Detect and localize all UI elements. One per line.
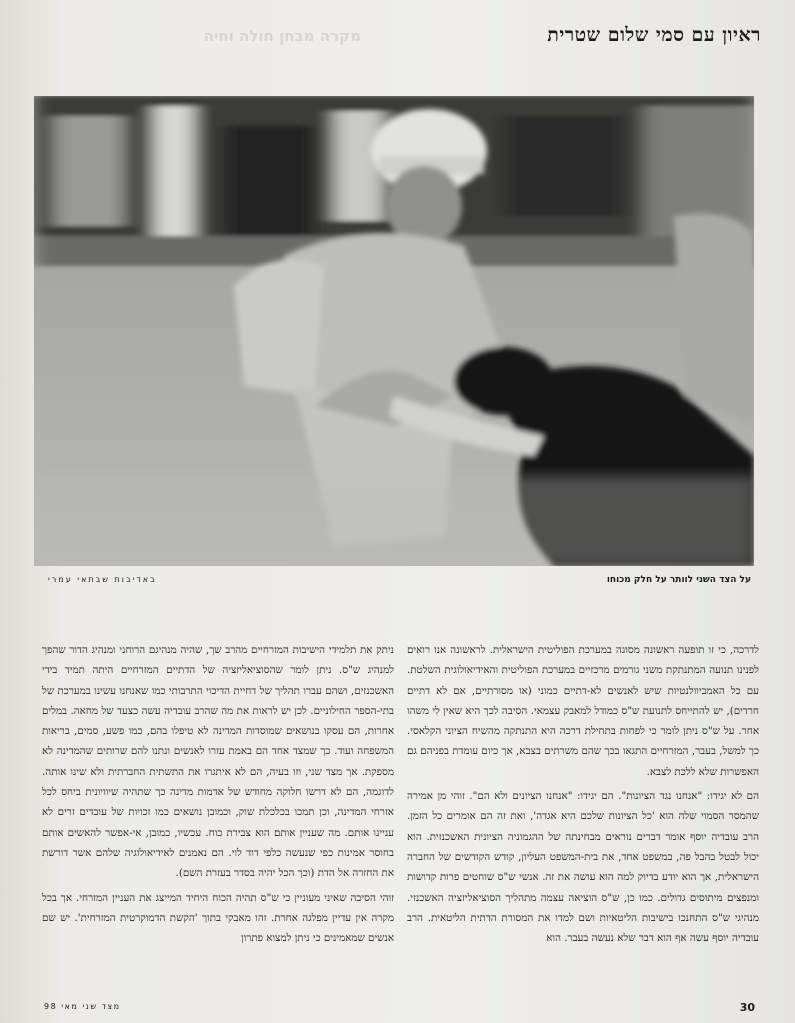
article-column-right [407,640,759,952]
paragraph: ניתק את תלמידי הישיבות המזרחיים מהרב שך, שהיה מנהיגם הרוחני ומנהיג הדור שהפך למנהיג ש"ס. ניתן לומר שהסוציאליזציה של הדתיים המזרחיים היתה תמיד בידי האשכנזים, ושהם עברו תהליך של דחיית הדיכוי התרבותי כמו שאנחנו עשינו במערכת של בתי-הספר החילוניים. לכן יש לראות את מה שהרב עובדיה עשה כצעד של מחאה. במלים אחרות, הם עסקו בנושאים שמוסדות המדינה לא טיפלו בהם, כמו פשע, סמים, בריאות המשפחה ועוד. כך שמצד אחד הם באמת עזרו לאנשים ונתנו להם שרותים שהמדינה לא מספקת. אך מצד שני, וזו בעיה, הם לא איתגרו את התשתית החברתית ולא שינו אותה. לדוגמה, הם לא דרשו חלוקה מחודש של אדמות מדינה כך שתהיה שיוויונית ביחס לכל אזרחי המדינה, וכן תמכו בכלכלת שוק, וכמובן נושאים כמו זכויות של עובדים זרים לא עניינו אותם. מה שעניין אותם הוא צבירת כוח. עכשיו, כמובן, אי-אפשר להאשים אותם בחוסר אמינות כפי שנעשה כלפי דוד לוי. הם נאמנים לאידיאולוגיה שלהם אשר דורשת את החזרה אל הדת (וכך הכל יהיה בסדר בעזרת השם). [42,644,394,880]
show-through-text: מקרה מבחן חולה וחיה [203,27,361,45]
article-column-left [42,640,394,952]
journal-footer: מצד שני מאי 98 [44,1002,121,1011]
police-scuffle-photo [34,96,754,566]
article-title: ראיון עם סמי שלום שטרית [547,24,761,46]
photo-credit: באדיבות שבתאי עמרי [48,575,157,584]
article-photo [34,96,754,566]
photo-caption: על הצד השני לוותר על חלק מכוחו [606,575,751,585]
paragraph: הם לא יגידו: "אנחנו נגד הציונות". הם יגידו: "אנחנו הציונים ולא הם". זוהי מן אמירה שהמסר הסמוי שלה הוא 'כל הציונות שלכם היא אגדה', ואת זה הם אומרים כל הזמן. הרב עובדיה יוסף אומר דברים נוראים מבחינתה של ההגמוניה הציונית האשכנזית. הוא יכול לבטל בהבל פה, במשפט אחד, את בית-המשפט העליון, קודש הקודשים של החברה הישראלית, אך הוא יודע בדיוק למה הוא עושה את זה. אנשי ש"ס שוחטים פרות קדושות ומנפצים מיתוסים גדולים. כמו כן, ש"ס הוציאה עצמה מתהליך הסוציאליזציה האשכנזי. מנהיגי ש"ס התחנכו בישיבות הליטאיות ושם למדו את המסורת הדתית הליטאית. הרב עובדיה יוסף עשה אף הוא דבר שלא נעשה בעבר. הוא [407,790,759,945]
page-header [34,24,761,48]
paragraph: זוהי הסיבה שאיני מעוניין כי ש"ס תהיה הכוח היחיד המייצג את העניין המזרחי. אך בכל מקרה אין עדיין מפלגה אחרת. זהו מאבקי בתוך 'הקשת הדמוקרטית המזרחית'. יש שם אנשים שמאמינים כי ניתן למצוא פתרון [42,891,394,945]
page-number: 30 [739,1001,755,1014]
paragraph: לדרכה, כי זו תופעה ראשונה מסוגה במערכת הפוליטית הישראלית. לראשונה אנו רואים לפנינו תנועה המתנתקת משני גורמים מרכזיים במערכת הפוליטית והאידיאולוגית השלטת. עם כל האמביוולנטיות שיש לאנשים לא-דתיים כמוני (או מסורתיים, אם לא דתיים חרדים), יש להתייחס לתנועת ש"ס כמודל למאבק עצמאי. הסיבה לכך היא שאין לי משהו אחר. על ש"ס ניתן לומר כי לפחות בתחילת דרכה היא התנתקה מהשיח הציוני הקלאסי. כך למשל, בעבר, המזרחיים התגאו בכך שהם משרתים בצבא, אך כיום עומדת בפניהם גם האפשרות שלא ללכת לצבא. [407,644,759,778]
